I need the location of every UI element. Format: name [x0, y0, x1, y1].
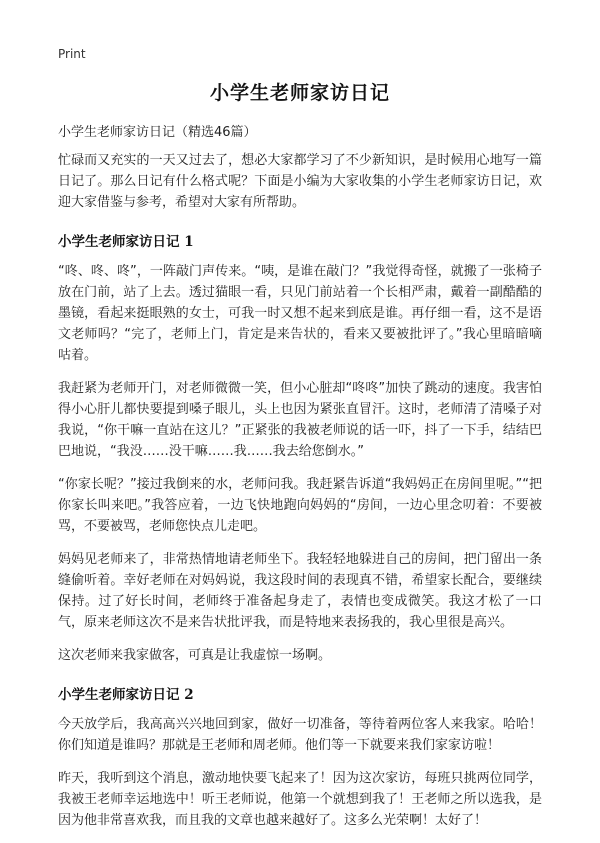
paragraph: 我赶紧为老师开门，对老师微微一笑，但小心脏却“咚咚”加快了跳动的速度。我害怕得小心肝儿都快要提到嗓子眼儿，头上也因为紧张直冒汗。这时，老师清了清嗓子对我说，“你干嘛一直站在这儿？”正紧张的我被老师说的话一吓，抖了一下手，结结巴巴地说，“我没……没干嘛……我……我去给您倒水。”: [58, 381, 542, 459]
paragraph: 昨天，我听到这个消息，激动地快要飞起来了！因为这次家访，每班只挑两位同学，我被王老师幸运地选中！听王老师说，他第一个就想到我了！王老师之所以选我，是因为他非常喜欢我，而且我的文章也越来越好了。这多么光荣啊！太好了！: [58, 771, 542, 828]
paragraph: 今天放学后，我高高兴兴地回到家，做好一切准备，等待着两位客人来我家。哈哈！你们知道是谁吗？那就是王老师和周老师。他们等一下就要来我们家家访啦！: [58, 717, 542, 753]
paragraph: 这次老师来我家做客，可真是让我虚惊一场啊。: [58, 648, 332, 663]
section-heading-1: 小学生老师家访日记 1: [58, 234, 194, 250]
article-body: [58, 150, 542, 843]
intro-paragraph: 忙碌而又充实的一天又过去了，想必大家都学习了不少新知识，是时候用心地写一篇日记了。那么日记有什么格式呢？下面是小编为大家收集的小学生老师家访日记，欢迎大家借鉴与参考，希望对大家有所帮助。: [58, 153, 542, 210]
paragraph: “你家长呢？”接过我倒来的水，老师问我。我赶紧告诉道“我妈妈正在房间里呢。”“把你家长叫来吧。”我答应着，一边飞快地跑向妈妈的“房间，一边心里念叨着：不要被骂，不要被骂，老师您快点儿走吧。: [58, 477, 542, 534]
page-title: 小学生老师家访日记: [209, 82, 390, 104]
paragraph: 妈妈见老师来了，非常热情地请老师坐下。我轻轻地躲进自己的房间，把门留出一条缝偷听着。幸好老师在对妈妈说，我这段时间的表现真不错，希望家长配合，要继续保持。过了好长时间，老师终于准备起身走了，表情也变成微笑。我这才松了一口气，原来老师这次不是来告状批评我，而是特地来表扬我的，我心里很是高兴。: [58, 552, 542, 630]
section-heading-2: 小学生老师家访日记 2: [58, 687, 194, 703]
print-link[interactable]: Print: [58, 47, 86, 61]
document-subtitle: 小学生老师家访日记（精选46篇）: [58, 125, 257, 140]
paragraph: “咚、咚、咚”，一阵敲门声传来。“咦，是谁在敲门？”我觉得奇怪，就搬了一张椅子放在门前，站了上去。透过猫眼一看，只见门前站着一个长相严肃，戴着一副酷酷的墨镜，看起来挺眼熟的女士，可我一时又想不起来到底是谁。再仔细一看，这不是语文老师吗？“完了，老师上门，肯定是来告状的，看来又要被批评了。”我心里暗暗嘀咕着。: [58, 264, 542, 363]
